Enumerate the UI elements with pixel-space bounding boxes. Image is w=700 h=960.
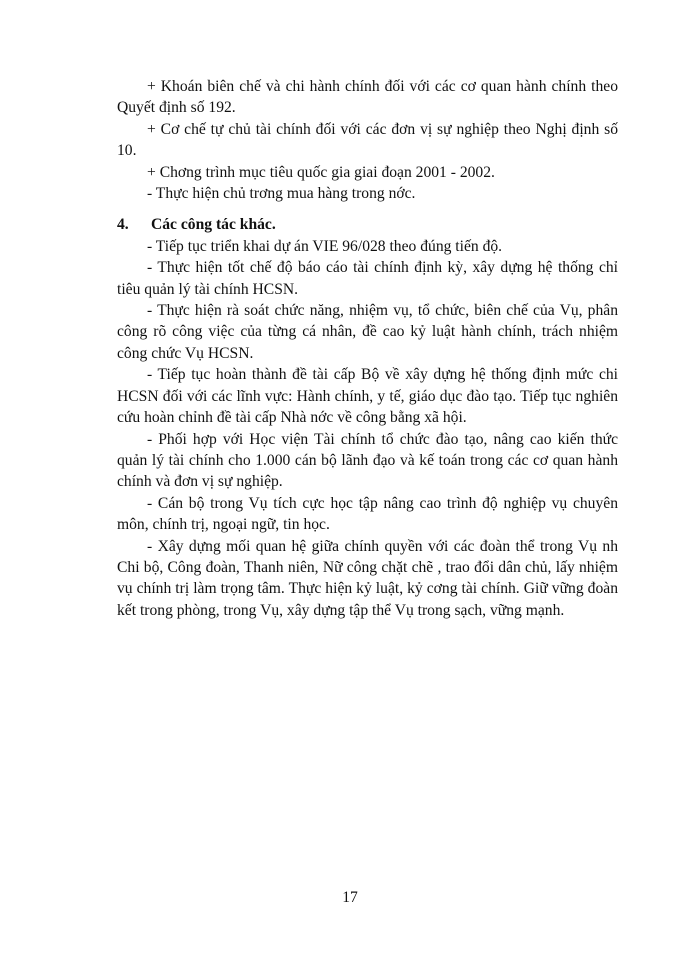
section3-item-3: + Chơng trình mục tiêu quốc gia giai đoạn 2001 - 2002.: [147, 163, 495, 181]
section4-item-7: - Xây dựng mối quan hệ giữa chính quyền với các đoàn thể trong Vụ nh Chi bộ, Công đoàn, Thanh niên, Nữ công chặt chẽ , trao đổi dân chủ, lấy nhiệm vụ chính trị làm trọng tâm. Thực hiện kỷ luật, kỷ cơng tài chính. Giữ vững đoàn kết trong phòng, trong Vụ, xây dựng tập thể Vụ trong sạch, vững mạnh.: [117, 537, 618, 619]
section4-heading: [117, 214, 618, 235]
section3-item-4: - Thực hiện chủ trơng mua hàng trong nớc.: [147, 185, 416, 203]
section4-item-4: - Tiếp tục hoàn thành đề tài cấp Bộ về xây dựng hệ thống định mức chi HCSN đối với các lĩnh vực: Hành chính, y tế, giáo dục đào tạo. Tiếp tục nghiên cứu hoàn chỉnh đề tài cấp Nhà nớc về công bằng xã hội.: [117, 366, 618, 427]
section3-item-1: + Khoán biên chế và chi hành chính đối với các cơ quan hành chính theo Quyết định số 192.: [117, 78, 618, 117]
section4-item-2: - Thực hiện tốt chế độ báo cáo tài chính định kỳ, xây dựng hệ thống chỉ tiêu quản lý tài chính HCSN.: [117, 259, 618, 298]
section4-number: 4.: [117, 216, 129, 234]
document-body: [117, 76, 618, 621]
section4-item-5: - Phối hợp với Học viện Tài chính tổ chức đào tạo, nâng cao kiến thức quản lý tài chính cho 1.000 cán bộ lãnh đạo và kế toán trong các cơ quan hành chính và đơn vị sự nghiệp.: [117, 430, 618, 491]
section4-title: Các công tác khác.: [151, 216, 276, 234]
section4-item-6: - Cán bộ trong Vụ tích cực học tập nâng cao trình độ nghiệp vụ chuyên môn, chính trị, ngoại ngữ, tin học.: [117, 494, 618, 534]
page-number: 17: [342, 889, 358, 906]
section4-item-3: - Thực hiện rà soát chức năng, nhiệm vụ, tổ chức, biên chế của Vụ, phân công rõ công việc của từng cá nhân, đề cao kỷ luật hành chính, trách nhiệm công chức Vụ HCSN.: [117, 302, 618, 362]
section3-item-2: + Cơ chế tự chủ tài chính đối với các đơn vị sự nghiệp theo Nghị định số 10.: [117, 120, 618, 160]
section4-item-1: - Tiếp tục triển khai dự án VIE 96/028 theo đúng tiến độ.: [147, 237, 503, 255]
